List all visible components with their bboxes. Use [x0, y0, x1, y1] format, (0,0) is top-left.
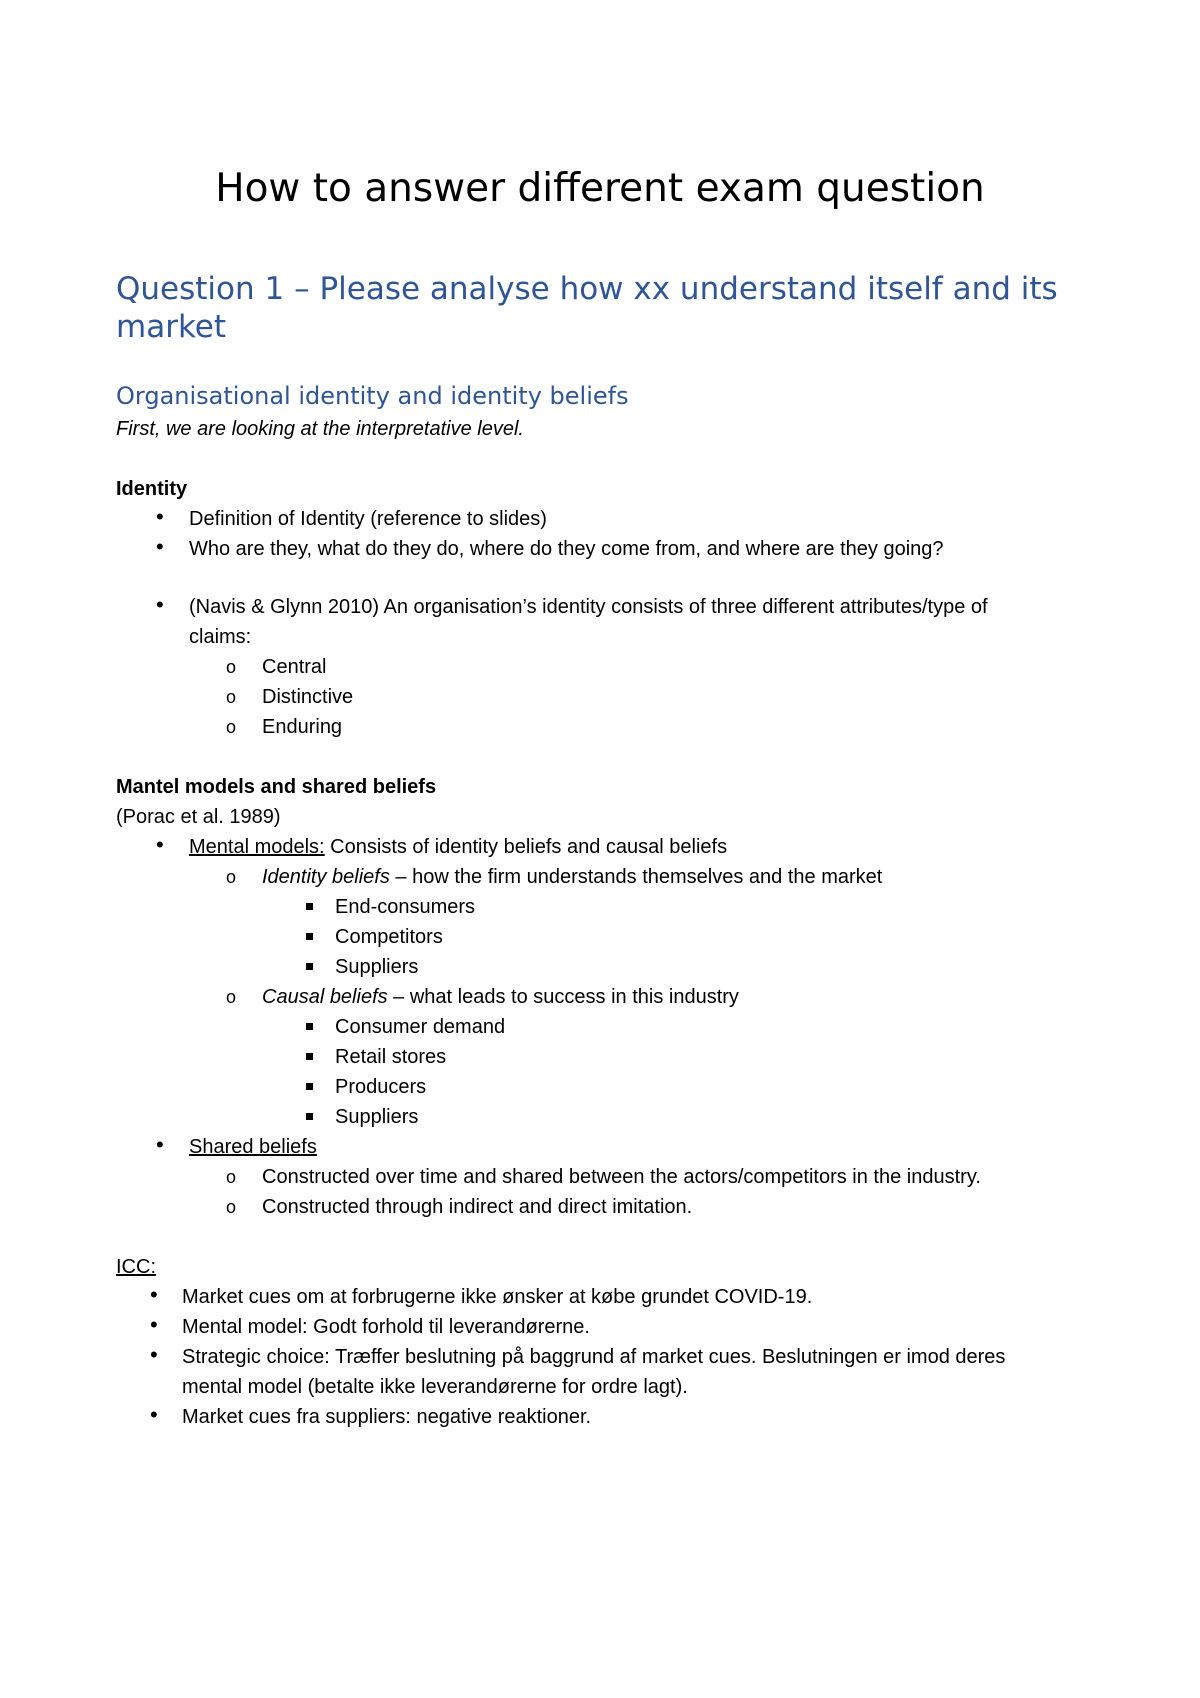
circle-bullet-icon: o [226, 1167, 237, 1187]
identity-heading: Identity [116, 478, 188, 500]
list-item: Central [262, 656, 327, 678]
list-item: Mental model: Godt forhold til leverandørerne. [182, 1316, 590, 1338]
circle-bullet-icon: o [226, 657, 237, 677]
mental-models-label: Mental models: [189, 836, 325, 858]
icc-heading: ICC: [116, 1256, 156, 1278]
shared-beliefs-label: Shared beliefs [189, 1136, 317, 1158]
circle-bullet-icon: o [226, 987, 237, 1007]
circle-bullet-icon: o [226, 717, 237, 737]
list-item: Strategic choice: Træffer beslutning på baggrund af market cues. Beslutningen er imod deres [182, 1346, 1006, 1368]
square-bullet-icon [306, 1053, 313, 1060]
bullet-icon: • [150, 1282, 158, 1307]
square-bullet-icon [306, 963, 313, 970]
square-bullet-icon [306, 1113, 313, 1120]
list-item: Suppliers [335, 1106, 419, 1128]
list-item [189, 834, 727, 860]
list-item: Market cues om at forbrugerne ikke ønsker at købe grundet COVID-19. [182, 1286, 813, 1308]
list-item: Distinctive [262, 686, 354, 708]
square-bullet-icon [306, 1023, 313, 1030]
mental-models-heading: Mantel models and shared beliefs [116, 776, 437, 798]
list-item: Constructed over time and shared between the actors/competitors in the industry. [262, 1166, 981, 1188]
document-title: How to answer different exam question [215, 166, 985, 211]
mental-models-text: Consists of identity beliefs and causal beliefs [324, 836, 728, 858]
question-heading: Question 1 – Please analyse how xx understand itself and its market [116, 271, 1058, 345]
causal-beliefs-label: Causal beliefs [262, 986, 388, 1008]
list-item-continuation: claims: [189, 626, 252, 648]
section-heading: Organisational identity and identity beliefs [116, 382, 629, 410]
list-item: (Navis & Glynn 2010) An organisation’s identity consists of three different attributes/type of [189, 596, 988, 618]
list-item [262, 864, 882, 890]
list-item: Definition of Identity (reference to slides) [189, 508, 547, 530]
circle-bullet-icon: o [226, 687, 237, 707]
list-item: Market cues fra suppliers: negative reaktioner. [182, 1406, 592, 1428]
identity-beliefs-text: – how the firm understands themselves and the market [389, 866, 883, 888]
bullet-icon: • [156, 1132, 164, 1157]
list-item: Competitors [335, 926, 443, 948]
list-item: Enduring [262, 716, 343, 738]
square-bullet-icon [306, 903, 313, 910]
bullet-icon: • [156, 832, 164, 857]
list-item: Who are they, what do they do, where do they come from, and where are they going? [189, 538, 944, 560]
bullet-icon: • [156, 534, 164, 559]
section-intro: First, we are looking at the interpretative level. [116, 418, 524, 440]
bullet-icon: • [156, 592, 164, 617]
list-item: End-consumers [335, 896, 476, 918]
list-item: Constructed through indirect and direct imitation. [262, 1196, 693, 1218]
circle-bullet-icon: o [226, 867, 237, 887]
list-item: Consumer demand [335, 1016, 506, 1038]
causal-beliefs-text: – what leads to success in this industry [387, 986, 739, 1008]
bullet-icon: • [150, 1402, 158, 1427]
circle-bullet-icon: o [226, 1197, 237, 1217]
list-item: Suppliers [335, 956, 419, 978]
list-item-continuation: mental model (betalte ikke leverandørerne for ordre lagt). [182, 1376, 688, 1398]
square-bullet-icon [306, 1083, 313, 1090]
bullet-icon: • [150, 1342, 158, 1367]
bullet-icon: • [156, 504, 164, 529]
square-bullet-icon [306, 933, 313, 940]
identity-beliefs-label: Identity beliefs [262, 866, 390, 888]
citation: (Porac et al. 1989) [116, 806, 281, 828]
list-item [262, 984, 739, 1010]
bullet-icon: • [150, 1312, 158, 1337]
list-item: Retail stores [335, 1046, 447, 1068]
list-item: Producers [335, 1076, 427, 1098]
